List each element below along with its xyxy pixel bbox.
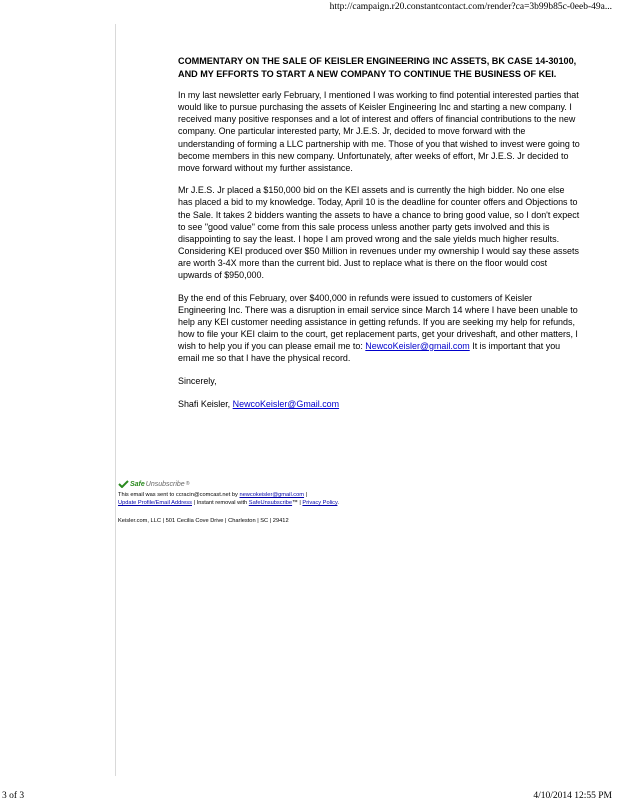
logo-safe-text: Safe xyxy=(130,480,145,488)
safeunsubscribe-logo[interactable] xyxy=(118,480,189,488)
print-header-url: http://campaign.r20.constantcontact.com/render?ca=3b99b85c-0eeb-49a... xyxy=(329,2,612,12)
email-footer xyxy=(118,491,498,525)
checkmark-icon xyxy=(118,480,129,488)
sent-to-suffix: | xyxy=(304,492,308,498)
logo-registered-mark: ® xyxy=(185,481,190,487)
sender-email-link[interactable]: newcokeisler@gmail.com xyxy=(239,492,305,498)
sent-to-text: This email was sent to ccracin@comcast.net by xyxy=(118,492,240,498)
signature xyxy=(178,398,580,410)
period: . xyxy=(337,500,339,506)
newco-email-link[interactable]: NewcoKeisler@gmail.com xyxy=(365,340,470,351)
paragraph-3 xyxy=(178,292,580,365)
update-profile-link[interactable]: Update Profile/Email Address xyxy=(118,500,192,506)
footer-links-line xyxy=(118,499,498,507)
instant-removal-text: | Instant removal with xyxy=(191,500,249,506)
print-page-number: 3 of 3 xyxy=(2,791,25,801)
signature-name: Shafi Keisler, xyxy=(178,398,233,409)
paragraph-3-text: By the end of this February, over $400,000 in refunds were issued to customers of Keisler Engineering Inc. There was a disruption in email service since March 14 where I have been unable to help any KEI customer needing assistance in getting refunds. If you are seeking my help for refunds, how to file your KEI claim to the court, get replacement parts, get your driveshaft, and other matters, I wish to help you if you can please email me to: xyxy=(178,292,578,351)
paragraph-3-text-end: It is important that you email me so that I have the physical record. xyxy=(178,340,561,364)
article-headline: COMMENTARY ON THE SALE OF KEISLER ENGINEERING INC ASSETS, BK CASE 14-30100, AND MY EFFORTS TO START A NEW COMPANY TO CONTINUE THE BUSINESS OF KEI. xyxy=(178,56,577,79)
closing-salutation: Sincerely, xyxy=(178,375,217,386)
paragraph-2: Mr J.E.S. Jr placed a $150,000 bid on the KEI assets and is currently the high bidder. No one else has placed a bid to my knowledge. Today, April 10 is the deadline for counter offers and Objections to the Sale. It takes 2 bidders wanting the assets to have a chance to bring good value, so I don't expect to see "good value" come from this sale process unless another party gets involved and this is disappointing to say the least. I hope I am proved wrong and the sale yields much higher results. Considering KEI produced over $50 Million in revenues under my ownership I would say these assets are worth 3-4X more than the current bid. Just to replace what is there on the floor would cost upwards of $950,000. xyxy=(178,185,580,280)
footer-sent-to-line xyxy=(118,491,498,499)
newsletter-body xyxy=(178,55,580,410)
logo-unsubscribe-text: Unsubscribe xyxy=(145,480,185,488)
footer-address: Keisler.com, LLC | 501 Cecilia Cove Drive | Charleston | SC | 29412 xyxy=(118,518,289,524)
page-divider-line xyxy=(115,24,116,776)
privacy-policy-link[interactable]: Privacy Policy xyxy=(302,500,338,506)
safeunsubscribe-link[interactable]: SafeUnsubscribe xyxy=(248,500,293,506)
separator: | xyxy=(297,500,303,506)
paragraph-1: In my last newsletter early February, I mentioned I was working to find potential interested parties that would like to pursue purchasing the assets of Keisler Engineering Inc and starting a new company. I received many positive responses and a lot of interest and offers of financial contributions to the new company. One particular interested party, Mr J.E.S. Jr, decided to move forward with the understanding of forming a LLC partnership with me. Those of you that wished to invest were going to become members in this new company. Unfortunately, after weeks of effort, Mr J.E.S. Jr decided to move forward without my further assistance. xyxy=(178,90,580,173)
print-datetime: 4/10/2014 12:55 PM xyxy=(533,791,612,801)
trademark-symbol: ™ xyxy=(292,500,298,506)
signature-email-link[interactable]: NewcoKeisler@Gmail.com xyxy=(232,398,340,409)
